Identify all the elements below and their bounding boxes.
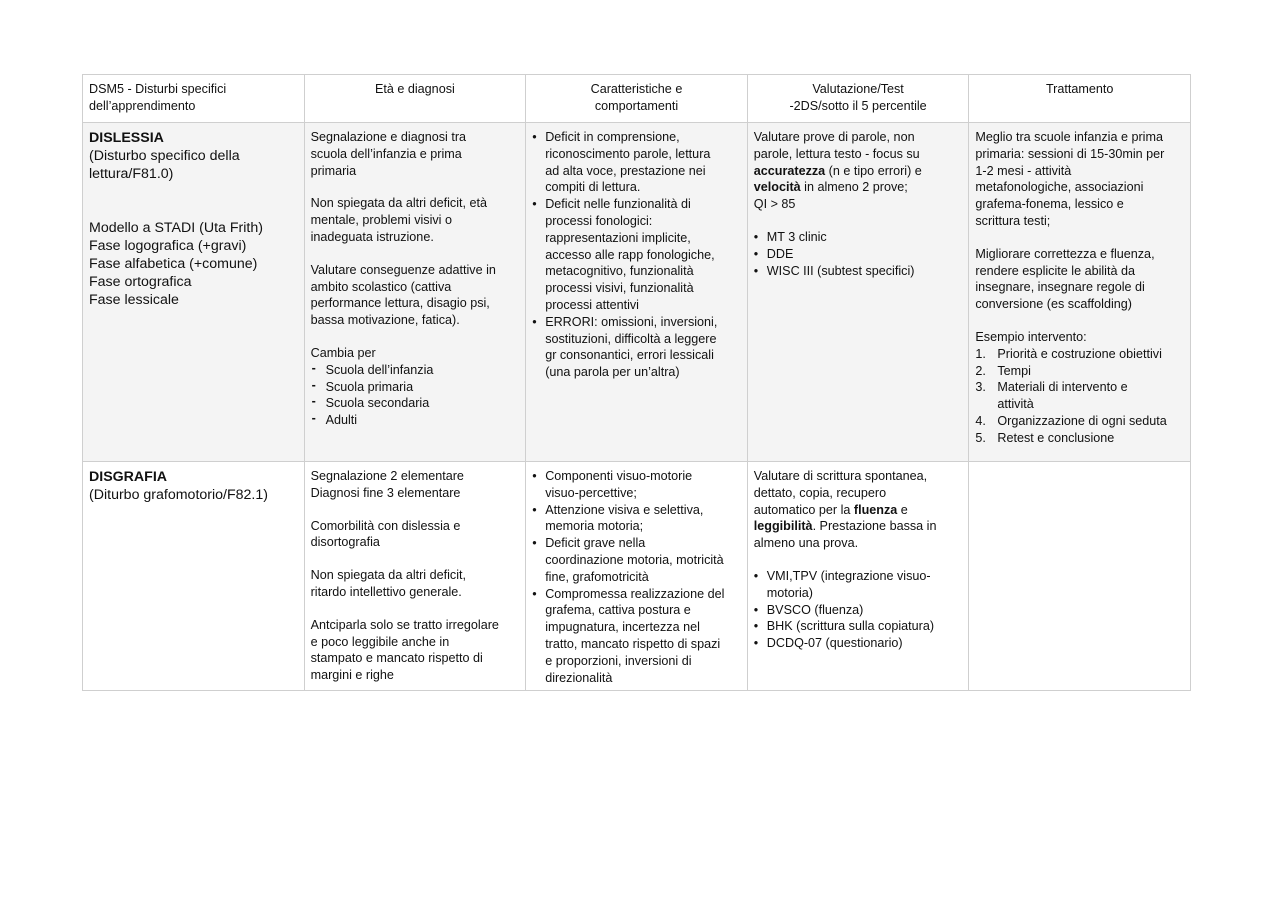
cell-dislessia-trattamento [969,123,1191,462]
text-line: sostituzioni, difficoltà a leggere [545,331,717,346]
list-item [975,346,1184,363]
esempio-label: Esempio intervento: [975,329,1087,344]
list-item [754,618,963,635]
text-line: coordinazione motoria, motricità [545,552,724,567]
text-line: accesso alle rapp fonologiche, [545,247,715,262]
text-line: Antciparla solo se tratto irregolare [310,617,499,632]
cell-dislessia-caratteristiche [526,123,748,462]
text-line: ritardo intellettivo generale. [310,584,462,599]
text-line: rendere esplicite le abilità da [975,263,1135,278]
text-line [754,179,963,196]
list-item: • DDE [754,246,963,263]
text-line: stampato e mancato rispetto di [310,651,483,666]
bold-term: velocità [753,180,801,195]
text-line: Non spiegata da altri deficit, [310,568,467,583]
bold-term: accuratezza [753,163,826,178]
test-list [754,568,963,652]
header-valutazione [747,75,969,123]
text-line: Segnalazione e diagnosi tra [310,130,467,144]
text-line: metacognitivo, funzionalità [545,264,694,279]
text-line: gr consonantici, errori lessicali [545,348,714,363]
dislessia-title: DISLESSIA [89,130,164,146]
text-line: primaria [310,163,357,178]
item-number: 1. [975,346,986,361]
bold-term: leggibilità [753,519,813,534]
text-line: conversione (es scaffolding) [975,297,1132,312]
text-line: dettato, copia, recupero [753,485,887,500]
header-line: DSM5 - Disturbi specifici [89,82,227,96]
caratteristiche-list [532,468,741,686]
item-number: 4. [975,413,986,428]
header-trattamento [969,75,1191,123]
text-line: scuola dell’infanzia e prima [310,146,462,161]
model-line: Fase ortografica [89,274,192,290]
cell-disgrafia-trattamento [969,462,1191,691]
text-line: Non spiegata da altri deficit, età [310,196,488,211]
dsm5-table [82,74,1191,691]
text-line: Valutare di scrittura spontanea, [753,469,928,483]
model-line: Fase alfabetica (+comune) [89,256,258,272]
header-disturbi [83,75,305,123]
text-line: mentale, problemi visivi o [310,213,452,228]
list-item [975,363,1184,380]
text-span: (n e tipo errori) e [825,163,922,178]
text-line: • BVSCO (fluenza) [766,602,864,617]
dislessia-subtitle: (Disturbo specifico della [89,148,240,164]
list-item [975,413,1184,430]
cell-disgrafia-caratteristiche [526,462,748,691]
text-line: Organizzazione di ogni seduta [997,413,1167,428]
header-row [83,75,1191,123]
list-item [754,568,963,602]
text-line: grafema, cattiva postura e [545,603,691,618]
list-item: • WISC III (subtest specifici) [754,263,963,280]
list-item [532,196,741,314]
text-line: Tempi [997,363,1031,378]
text-line: Segnalazione 2 elementare [310,469,464,483]
text-line: rappresentazioni implicite, [545,230,691,245]
model-line: Modello a STADI (Uta Frith) [89,220,263,236]
model-line: Fase logografica (+gravi) [89,238,247,254]
row-dislessia [83,123,1191,462]
text-span: e [897,502,908,517]
text-line: • ERRORI: omissioni, inversioni, [545,314,718,329]
text-line: fine, grafomotricità [545,569,649,584]
text-line: • Deficit in comprensione, [545,130,680,144]
text-line: impugnatura, incertezza nel [545,620,700,635]
list-item [532,468,741,502]
list-item [754,635,963,652]
cell-dislessia-name [83,123,305,462]
text-line: QI > 85 [753,197,796,212]
cell-disgrafia-name [83,462,305,691]
text-line: inadeguata istruzione. [310,229,434,244]
item-number: 2. [975,363,986,378]
test-list [754,229,963,279]
text-line: direzionalità [545,670,613,685]
list-item: - Scuola primaria [311,379,520,396]
list-item [532,535,741,585]
esempio-list [975,346,1184,447]
list-item [754,602,963,619]
header-line: Caratteristiche e [590,82,683,96]
text-line: margini e righe [310,668,394,683]
header-line: Trattamento [1045,82,1114,96]
text-line: almeno una prova. [753,536,859,551]
header-line: Età e diagnosi [374,82,455,96]
header-eta-diagnosi [304,75,526,123]
list-item [532,129,741,196]
row-disgrafia [83,462,1191,691]
text-line: ad alta voce, prestazione nei [545,163,706,178]
text-line: 1-2 mesi - attività [975,163,1072,178]
bold-term: fluenza [853,502,898,517]
text-line: (una parola per un’altra) [545,365,680,380]
list-item: - Scuola secondaria [311,395,520,412]
text-line: riconoscimento parole, lettura [545,146,711,161]
cell-disgrafia-valutazione [747,462,969,691]
text-line: • Componenti visuo-motorie [545,469,693,483]
text-line: motoria) [766,585,813,600]
text-line [754,163,963,180]
header-line: comportamenti [594,98,679,113]
text-line: e proporzioni, inversioni di [545,653,692,668]
dislessia-subtitle: lettura/F81.0) [89,166,174,182]
list-item [975,379,1184,413]
item-number: 5. [975,430,986,445]
list-item: - Adulti [311,412,520,429]
text-line: • Compromessa realizzazione del [545,586,725,601]
text-line: processi visivi, funzionalità [545,281,694,296]
text-line: visuo-percettive; [545,485,637,500]
header-line: Valutazione/Test [812,82,904,96]
text-line: disortografia [310,535,380,550]
text-line: processi fonologici: [545,213,653,228]
text-line: e poco leggibile anche in [310,634,450,649]
cell-dislessia-valutazione [747,123,969,462]
list-item: • MT 3 clinic [754,229,963,246]
list-item [532,502,741,536]
text-line: Retest e conclusione [997,430,1115,445]
text-line: • DCDQ-07 (questionario) [766,636,903,651]
text-line: Meglio tra scuole infanzia e prima [975,130,1163,144]
disgrafia-subtitle: (Diturbo grafomotorio/F82.1) [89,487,268,503]
text-line: Valutare conseguenze adattive in [310,262,496,277]
cell-disgrafia-diagnosi [304,462,526,691]
text-line: Comorbilità con dislessia e [310,518,461,533]
text-line: Migliorare correttezza e fluenza, [975,246,1155,261]
disgrafia-title: DISGRAFIA [89,469,168,485]
text-line [754,518,963,535]
text-line: bassa motivazione, fatica). [310,313,460,328]
text-line: attività [997,397,1034,412]
text-line: • BHK (scrittura sulla copiatura) [766,619,935,634]
text-span: in almeno 2 prove; [800,180,908,195]
text-line: Priorità e costruzione obiettivi [997,346,1162,361]
text-line [754,502,963,519]
list-item [532,586,741,687]
text-line: tratto, mancato rispetto di spazi [545,636,721,651]
text-line: • Deficit nelle funzionalità di [545,197,691,212]
item-number: 3. [975,380,986,395]
text-line: performance lettura, disagio psi, [310,296,490,311]
cambia-list [311,362,520,429]
text-span: . Prestazione bassa in [812,519,937,534]
cambia-label: Cambia per [310,345,376,360]
text-line: primaria: sessioni di 15-30min per [975,146,1165,161]
text-line: metafonologiche, associazioni [975,180,1144,195]
text-line: • Attenzione visiva e selettiva, [545,502,704,517]
text-line: Materiali di intervento e [997,380,1128,395]
text-line: Diagnosi fine 3 elementare [310,485,461,500]
text-line: Valutare prove di parole, non [753,130,915,144]
header-caratteristiche [526,75,748,123]
text-span: automatico per la [753,502,854,517]
text-line: insegnare, insegnare regole di [975,280,1145,295]
text-line: • VMI,TPV (integrazione visuo- [766,568,931,583]
list-item [532,314,741,381]
list-item: - Scuola dell’infanzia [311,362,520,379]
header-line: -2DS/sotto il 5 percentile [789,98,927,113]
cell-dislessia-diagnosi [304,123,526,462]
text-line: scrittura testi; [975,213,1051,228]
text-line: parole, lettura testo - focus su [753,146,920,161]
model-line: Fase lessicale [89,292,179,308]
text-line: processi attentivi [545,297,639,312]
text-line: ambito scolastico (cattiva [310,279,452,294]
header-line: dell’apprendimento [89,98,196,113]
text-line: compiti di lettura. [545,180,641,195]
text-line: grafema-fonema, lessico e [975,197,1124,212]
caratteristiche-list [532,129,741,381]
text-line: • Deficit grave nella [545,536,646,551]
list-item [975,430,1184,447]
text-line: memoria motoria; [545,519,644,534]
